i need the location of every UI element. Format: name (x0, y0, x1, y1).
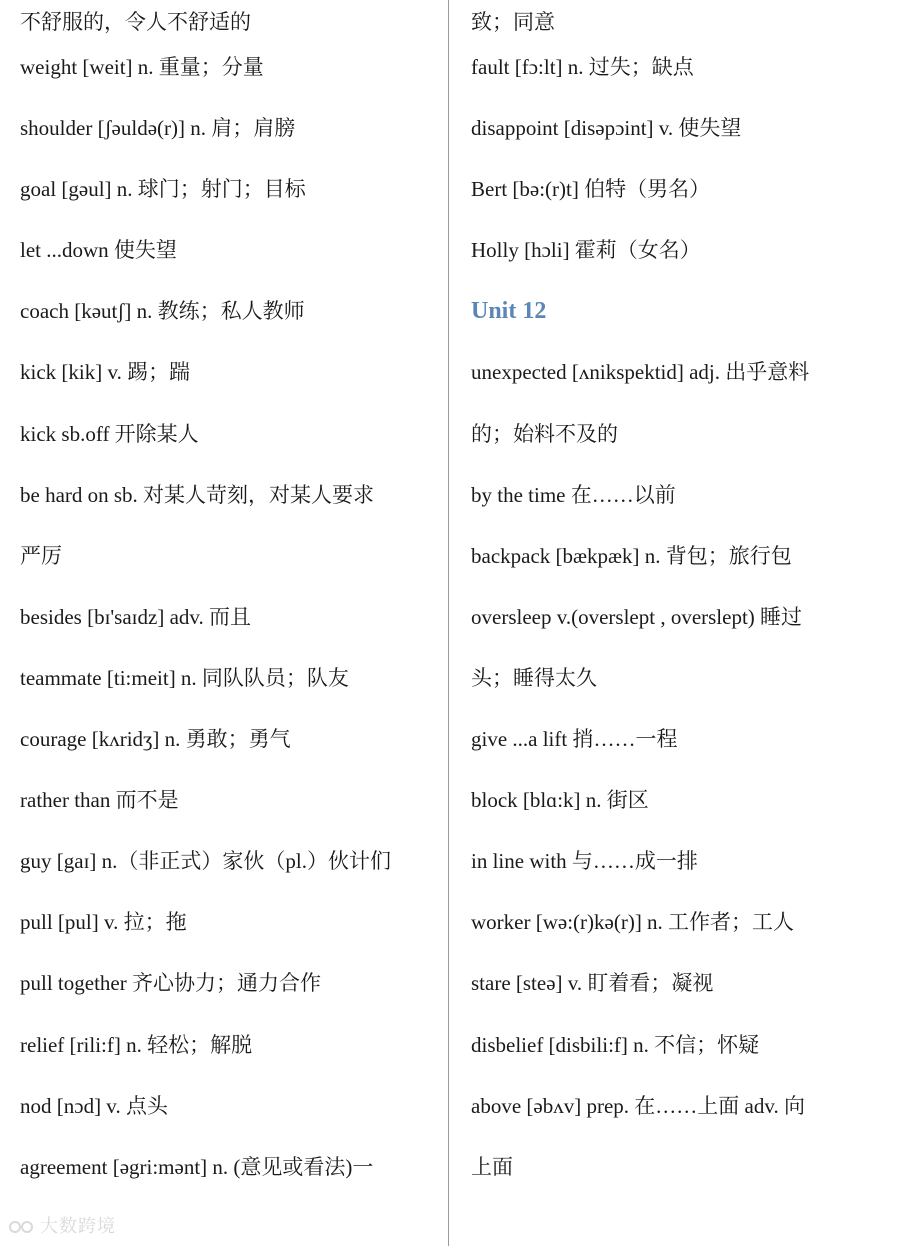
vocab-line: weight [weit] n. 重量；分量 (20, 55, 264, 79)
column-divider (448, 0, 449, 1246)
vocab-line: guy [gaɪ] n.（非正式）家伙（pl.）伙计们 (20, 849, 391, 874)
vocab-line: goal [gəul] n. 球门；射门；目标 (20, 177, 306, 202)
vocab-line: disappoint [disəpɔint] v. 使失望 (471, 116, 742, 141)
vocab-line: Holly [hɔli] 霍莉（女名） (471, 238, 701, 263)
vocab-line: fault [fɔ:lt] n. 过失；缺点 (471, 55, 694, 79)
vocab-line: relief [rili:f] n. 轻松；解脱 (20, 1032, 253, 1057)
vocab-line: give ...a lift 捎……一程 (471, 727, 678, 752)
vocab-line: oversleep v.(overslept , overslept) 睡过 (471, 604, 803, 629)
vocab-line: backpack [bækpæk] n. 背包；旅行包 (471, 543, 792, 568)
vocab-line: Bert [bə:(r)t] 伯特（男名） (471, 177, 711, 202)
vocab-line: kick [kik] v. 踢；踹 (20, 360, 191, 385)
vocab-line: pull [pul] v. 拉；拖 (20, 910, 187, 935)
vocab-line: agreement [əgri:mənt] n. (意见或看法)一 (20, 1154, 374, 1179)
vocab-line: stare [steə] v. 盯着看；凝视 (471, 971, 714, 996)
vocab-line: coach [kəutʃ] n. 教练；私人教师 (20, 299, 305, 324)
vocab-line: shoulder [ʃəuldə(r)] n. 肩；肩膀 (20, 116, 296, 141)
watermark-logo-icon (8, 1218, 36, 1236)
right-column (471, 0, 891, 1246)
vocab-line: teammate [ti:meit] n. 同队队员；队友 (20, 665, 349, 690)
vocab-line: 严厉 (20, 543, 62, 568)
vocab-line: 致；同意 (471, 10, 555, 34)
vocab-line: 的；始料不及的 (471, 421, 618, 446)
watermark-text: 大数跨境 (40, 1216, 116, 1237)
vocab-line: by the time 在……以前 (471, 482, 676, 507)
vocab-line: in line with 与……成一排 (471, 849, 698, 874)
vocab-line: be hard on sb. 对某人苛刻，对某人要求 (20, 482, 375, 507)
vocab-line: besides [bɪ'saɪdz] adv. 而且 (20, 604, 252, 629)
vocab-line: courage [kʌridʒ] n. 勇敢；勇气 (20, 727, 291, 752)
vocab-line: pull together 齐心协力；通力合作 (20, 971, 321, 996)
vocab-line: block [blɑ:k] n. 街区 (471, 788, 649, 813)
vocab-line: worker [wə:(r)kə(r)] n. 工作者；工人 (471, 910, 795, 935)
vocab-line: rather than 而不是 (20, 788, 179, 813)
vocab-line: 头；睡得太久 (471, 665, 597, 690)
vocab-line: 不舒服的，令人不舒适的 (20, 10, 251, 34)
vocab-line: above [əbʌv] prep. 在……上面 adv. 向 (471, 1093, 805, 1118)
vocab-line: nod [nɔd] v. 点头 (20, 1093, 168, 1118)
vocab-line: disbelief [disbili:f] n. 不信；怀疑 (471, 1032, 760, 1057)
vocab-line: let ...down 使失望 (20, 238, 177, 263)
unit-heading: Unit 12 (471, 298, 547, 325)
left-column (20, 0, 445, 1246)
watermark (8, 1212, 116, 1238)
vocab-line: kick sb.off 开除某人 (20, 421, 199, 446)
vocab-line: unexpected [ʌnikspektid] adj. 出乎意料 (471, 360, 810, 385)
vocab-line: 上面 (471, 1154, 513, 1179)
